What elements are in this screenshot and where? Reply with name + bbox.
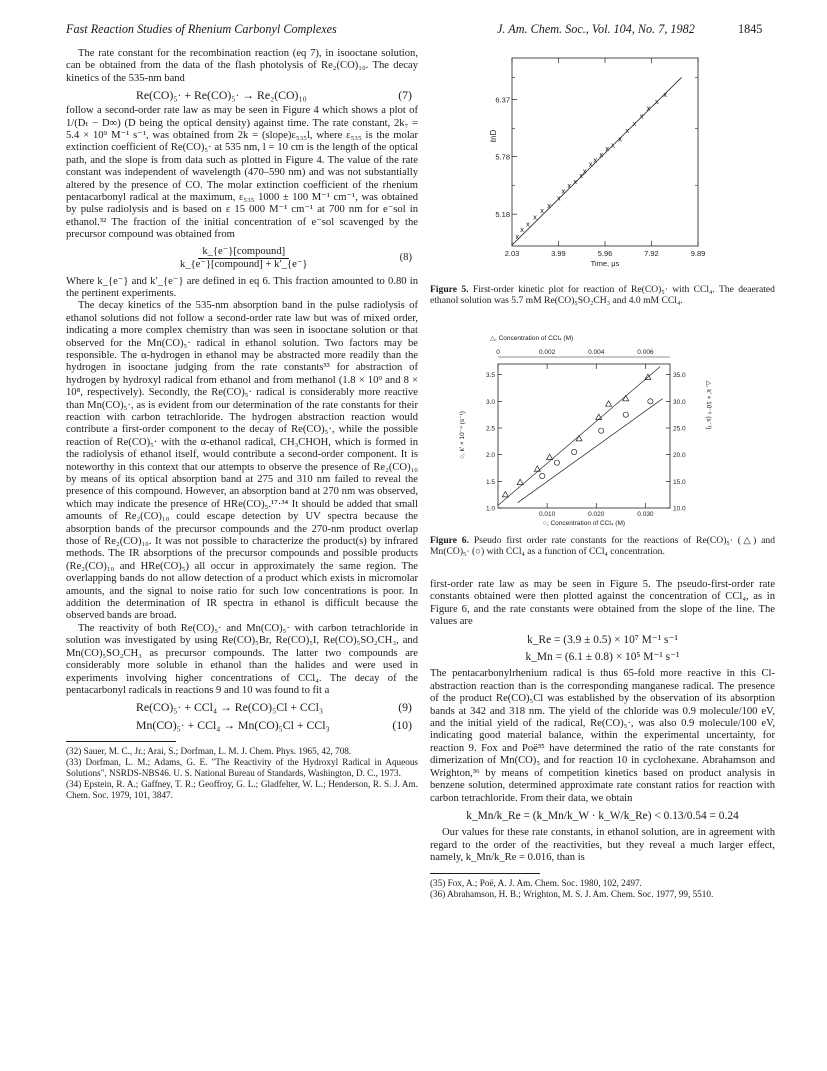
figure-5-data-point: x bbox=[525, 219, 530, 229]
figure-5-caption-label: Figure 5. bbox=[430, 284, 469, 295]
figure-5-data-point: x bbox=[579, 171, 583, 181]
figure-5-caption bbox=[430, 284, 775, 306]
figure-6-right-tick-label: 10.0 bbox=[673, 505, 686, 513]
figure-6-bottom-axis-label: ○, Concentration of CCl₄ (M) bbox=[542, 520, 626, 527]
figure-5-data-point: x bbox=[533, 212, 537, 222]
rate-ratio-equation: k_Mn/k_Re = (k_Mn/k_W · k_W/k_Re) < 0.13/0.54 = 0.24 bbox=[466, 809, 739, 822]
figure-5-x-axis-label: Time, μs bbox=[590, 259, 620, 268]
equation-8-numerator: k_{e⁻}[compound] bbox=[198, 246, 289, 259]
figure-5-axes bbox=[489, 58, 705, 268]
figure-5-y-axis-label: ℓnD bbox=[489, 129, 498, 143]
left-column bbox=[66, 48, 418, 801]
figure-6-right-tick-label: 25.0 bbox=[673, 425, 686, 433]
figure-5-x-tick-label: 9.89 bbox=[690, 249, 706, 258]
rate-constant-mn: k_Mn = (6.1 ± 0.8) × 10⁵ M⁻¹ s⁻¹ bbox=[525, 651, 680, 664]
figure-5-x-tick-label: 7.92 bbox=[644, 249, 659, 258]
figure-5-y-tick-label: 6.37 bbox=[495, 95, 510, 105]
figure-5-data-point: x bbox=[599, 149, 604, 159]
figure-5-x-tick-label: 3.99 bbox=[551, 249, 566, 258]
figure-6-frame bbox=[498, 364, 670, 508]
page-number: 1845 bbox=[738, 22, 763, 36]
footnote-rule bbox=[66, 741, 176, 742]
left-paragraph-5: The reactivity of both Re(CO)₅· and Mn(CO)₅· with carbon tetrachloride in solution was investigated by using Re(CO)₅Br, Re(CO)₅I, Re(CO)₅SO₂CH₃, and Mn(CO)₅SO₂CH₃ as precursor compounds. The latter two compounds are considerably more soluble in ethanol than the halides and were used in experiments involving higher concentrations of CCl₄. The decay of the pentacarbonyl radicals in reactions 9 and 10 was found to fit a bbox=[66, 622, 418, 696]
figure-6-mn-circle-point bbox=[572, 449, 577, 454]
equation-8 bbox=[66, 246, 418, 272]
equation-9-number: (9) bbox=[398, 700, 412, 715]
figure-6-left-tick-label: 2.5 bbox=[485, 425, 495, 433]
figure-6-caption-label: Figure 6. bbox=[430, 535, 469, 546]
figure-6-bottom-tick-label: 0.030 bbox=[637, 511, 654, 518]
footnote-32: (32) Sauer, M. C., Jr.; Arai, S.; Dorfman, L. M. J. Chem. Phys. 1965, 42, 708. bbox=[66, 746, 352, 757]
figure-6-axes bbox=[459, 335, 712, 527]
figure-6-top-tick-label: 0.006 bbox=[637, 349, 654, 356]
figure-6-bottom-tick-label: 0.010 bbox=[539, 511, 556, 518]
right-paragraph-2: The pentacarbonylrhenium radical is thus 65-fold more reactive in this Cl-abstraction reaction than is the corresponding manganese radical. The presence of the product Re(CO)₅Cl was established by the observation of its absorption bands at 342 and 318 nm. The yield of the chloride was 0.9 molecule/100 eV, and the initial yield of the radical, Re(CO)₅·, was also 0.9 molecule/100 eV, indicating good material balance, within the experimental uncertainty, for reaction 9. Fox and Poë³⁵ have determined the ratio of the rate constants for dimerization of Mn(CO)₅ and for reaction 10 in cyclohexane. Abrahamson and Wrighton,³⁶ by means of competition kinetics based on product analysis in benzene solution, determined approximate rate constant ratios for reaction with carbon tetrachloride. From their data, we obtain bbox=[430, 668, 775, 804]
figure-6-left-tick-label: 3.5 bbox=[485, 372, 495, 380]
figure-5-x-tick-label: 2.03 bbox=[504, 249, 520, 258]
figure-6-left-tick-label: 1.0 bbox=[485, 505, 495, 513]
figure-6-left-axis-label: ○, k′ × 10⁻⁴ (s⁻¹) bbox=[459, 411, 466, 459]
right-footnote-rule bbox=[430, 873, 540, 874]
footnote-36: (36) Abrahamson, H. B.; Wrighton, M. S. J. Am. Chem. Soc. 1977, 99, 5510. bbox=[430, 888, 714, 899]
equation-10-body: Mn(CO)₅· + CCl₄ → Mn(CO)₅Cl + CCl₃ bbox=[136, 718, 330, 733]
figure-5-data-point: x bbox=[654, 96, 659, 106]
equation-9 bbox=[136, 699, 418, 715]
figure-5-data-point: x bbox=[605, 144, 610, 154]
equation-7 bbox=[136, 87, 418, 103]
figure-6-left-tick-label: 1.5 bbox=[485, 478, 495, 486]
figure-6-caption bbox=[430, 535, 775, 557]
figure-6-right-tick-label: 35.0 bbox=[673, 372, 686, 380]
figure-6-right-tick-label: 15.0 bbox=[673, 478, 686, 486]
equation-10 bbox=[136, 717, 418, 733]
figure-6-caption-text: Pseudo first order rate constants for the reactions of Re(CO)₅· (△) and Mn(CO)₅· (○) with CCl₄ as a function of CCl₄ concentration. bbox=[430, 535, 775, 558]
figure-6-mn-circle-point bbox=[648, 399, 653, 404]
figure-6-right-tick-label: 30.0 bbox=[673, 398, 686, 406]
figure-6-top-tick-label: 0 bbox=[496, 349, 500, 356]
figure-5-data-point: x bbox=[593, 155, 598, 165]
figure-5-data-point: x bbox=[618, 134, 623, 144]
figure-5-data-point: x bbox=[646, 103, 651, 113]
footnote-34: (34) Epstein, R. A.; Gaffney, T. R.; Geoffroy, G. L.; Gladfelter, W. L.; Henderson, R. S. J. Am. Chem. Soc. 1979, 101, 3847. bbox=[66, 779, 418, 801]
left-paragraph-2: follow a second-order rate law as may be seen in Figure 4 which shows a plot of 1/(Dₜ − D∞) (D being the optical density) against time. The rate constant, 2k₇ = 5.4 × 10⁹ M⁻¹ s⁻¹, was obtained from 2k = (slope)ε₅₃₅l, where ε₅₃₅ is the molar extinction coefficient of Re(CO)₅· at 535 nm, l = 10 cm is the length of the optical path, and the slope is from data such as plotted in Figure 4. The value of the rate constant was independent of wavelength (470–590 nm) and was not substantially altered by the presence of CO. The molar extinction coefficient of the rhenium pentacarbonyl radical at the maximum, ε₅₃₅ 1000 ± 100 M⁻¹ cm⁻¹, was obtained by pulse radiolysis and is based on ε 15 000 M⁻¹ cm⁻¹ at 700 nm for e⁻sol in ethanol.³² The fraction of the initial concentration of e⁻sol scavenged by the precursor compound was obtained from bbox=[66, 105, 418, 241]
figure-6-left-tick-label: 3.0 bbox=[485, 398, 495, 406]
right-paragraph-1: first-order rate law as may be seen in Figure 5. The pseudo-first-order rate constants obtained were then plotted against the concentration of CCl₄, as in Figure 6, and the rate constants were obtained from the slope of the line. The values are bbox=[430, 579, 775, 628]
figure-5-data-point: x bbox=[625, 125, 630, 135]
figure-6-plot bbox=[452, 330, 732, 527]
rate-constant-re: k_Re = (3.9 ± 0.5) × 10⁷ M⁻¹ s⁻¹ bbox=[527, 633, 678, 646]
figure-6-mn-circle-point bbox=[623, 412, 628, 417]
right-column bbox=[430, 579, 775, 900]
figure-5-data-point: x bbox=[540, 205, 544, 215]
left-paragraph-1: The rate constant for the recombination reaction (eq 7), in isooctane solution, can be obtained from the data of the flash photolysis of Re₂(CO)₁₀. The decay kinetics of the 535-nm band bbox=[66, 48, 418, 84]
figure-5-data-point: x bbox=[573, 176, 578, 186]
figure-6-mn-circle-point bbox=[554, 460, 559, 465]
figure-6-left-tick-label: 2.0 bbox=[485, 452, 495, 460]
figure-5-caption-text: First-order kinetic plot for reaction of Re(CO)₅· with CCl₄. The deaerated ethanol solution was 5.7 mM Re(CO)₅SO₂CH₃ and 4.0 mM CCl₄. bbox=[430, 284, 775, 307]
header-right-title: J. Am. Chem. Soc., Vol. 104, No. 7, 1982 bbox=[497, 22, 695, 36]
figure-5-data-point: x bbox=[561, 186, 566, 196]
figure-5-data-point: x bbox=[547, 201, 552, 211]
footnote-33: (33) Dorfman, L. M.; Adams, G. E. "The Reactivity of the Hydroxyl Radical in Aqueous Solutions", NSRDS-NBS46. U. S. National Bureau of Standards, Washington, D. C., 1973. bbox=[66, 757, 418, 779]
figure-5-data-point: x bbox=[556, 193, 561, 203]
figure-5-data-point: x bbox=[632, 119, 637, 129]
equation-7-number: (7) bbox=[398, 88, 412, 103]
figure-5-data-point: x bbox=[588, 159, 593, 169]
figure-5-data-point: x bbox=[639, 111, 644, 121]
figure-6-top-tick-label: 0.002 bbox=[539, 349, 556, 356]
left-paragraph-4: The decay kinetics of the 535-nm absorption band in the pulse radiolysis of ethanol solutions did not follow a second-order rate law but was of mixed order, indicating a more complex chemistry than was seen in isooctane solution or that observed for the Mn(CO)₅· radical in ethanol solution. Two factors may be responsible. The α-hydrogen in ethanol may be abstracted more readily than the hydrogen in isooctane judging from the rate constants³³ for abstraction of hydrogen by hydroxyl radical from ethanol and from methanol (1.8 × 10⁹ and 8 × 10⁸, respectively). Secondly, the Re(CO)₅· radical is considerably more reactive than Mn(CO)₅·, as is evident from our determination of the rate constants for their reaction with carbon tetrachloride. The hydrogen abstraction reaction would contribute a first-order component to the decay of Re(CO)₅·, while the possible reaction of Re(CO)₅· with the α-ethanol radical, CH₃CHOH, which is formed in the radiolysis of ethanol itself, would contribute a second-order component. It is noteworthy in this context that our attempts to observe the presence of Re₂(CO)₁₀ by means of its optical absorption band at 275 and 310 nm failed to reveal the presence of this compound. However, an absorption band at 270 nm was observed, which may indicate the presence of HRe(CO)₅.¹⁷·³⁴ It should be added that small amounts of Re₂(CO)₁₀ could escape detection by UV spectra because the absorption bands of the precursor compounds and the 270-nm product overlap those of Re₂(CO)₁₀. It was not possible to characterize the product(s) by infrared methods. The IR absorptions of the precursor compounds and possible products (Re₂(CO)₁₀ and HRe(CO)₅) all occur in approximately the same region. The overlapping bands do not allow detection of a product which exists in micromolar amounts, and the signal to noise ratio for such low concentrations is poor. In addition the determination of IR spectra in ethanol is difficult because the observed bands are broad. bbox=[66, 300, 418, 622]
left-paragraph-3: Where k_{e⁻} and k′_{e⁻} are defined in eq 6. This fraction amounted to 0.80 in the pertinent experiments. bbox=[66, 275, 418, 299]
equation-9-body: Re(CO)₅· + CCl₄ → Re(CO)₅Cl + CCl₃ bbox=[136, 700, 324, 715]
figure-6-re-triangle-point bbox=[534, 466, 540, 471]
equation-8-number: (8) bbox=[399, 252, 412, 264]
figure-6-right-tick-label: 20.0 bbox=[673, 452, 686, 460]
equation-10-number: (10) bbox=[392, 718, 412, 733]
figure-5-plot bbox=[490, 46, 730, 276]
equation-7-body: Re(CO)₅· + Re(CO)₅· → Re₂(CO)₁₀ bbox=[136, 88, 307, 103]
figure-6-bottom-tick-label: 0.020 bbox=[588, 511, 605, 518]
figure-5-data-point: x bbox=[611, 140, 615, 150]
figure-5-data-point: x bbox=[582, 166, 587, 176]
figure-5-data-point: x bbox=[567, 180, 572, 190]
figure-6-mn-circle-point bbox=[540, 473, 545, 478]
figure-6-re-triangle-point bbox=[547, 454, 553, 459]
figure-6-right-axis-label: △, k′ × 10⁻⁶ (s⁻¹) bbox=[705, 380, 712, 430]
figure-6-re-triangle-point bbox=[596, 414, 602, 419]
figure-6-top-tick-label: 0.004 bbox=[588, 349, 605, 356]
figure-6-top-axis-label: △, Concentration of CCl₄ (M) bbox=[490, 335, 574, 342]
right-paragraph-3: Our values for these rate constants, in ethanol solution, are in agreement with regard to the order of the reactivities, but they reveal a much larger effect, namely, k_Mn/k_Re = 0.016, than is bbox=[430, 827, 775, 864]
figure-6-re-triangle-point bbox=[517, 479, 523, 484]
header-left-title: Fast Reaction Studies of Rhenium Carbonyl Complexes bbox=[66, 22, 337, 36]
figure-5-data-point: x bbox=[663, 90, 667, 100]
footnote-35: (35) Fox, A.; Poë, A. J. Am. Chem. Soc. 1980, 102, 2497. bbox=[430, 877, 642, 888]
figure-6-mn-circle-point bbox=[599, 428, 604, 433]
equation-8-denominator: k_{e⁻}[compound] + k′_{e⁻} bbox=[180, 259, 308, 271]
figure-6-re-triangle-point bbox=[606, 401, 612, 406]
figure-5-data-point: x bbox=[515, 231, 520, 241]
figure-5-data-point: x bbox=[520, 225, 524, 235]
figure-5-y-tick-label: 5.18 bbox=[495, 210, 510, 220]
figure-5-y-tick-label: 5.78 bbox=[495, 152, 510, 162]
figure-6-re-triangle-point bbox=[502, 491, 508, 496]
figure-5-x-tick-label: 5.96 bbox=[597, 249, 613, 258]
figure-6-mn-fit-line bbox=[518, 399, 663, 503]
